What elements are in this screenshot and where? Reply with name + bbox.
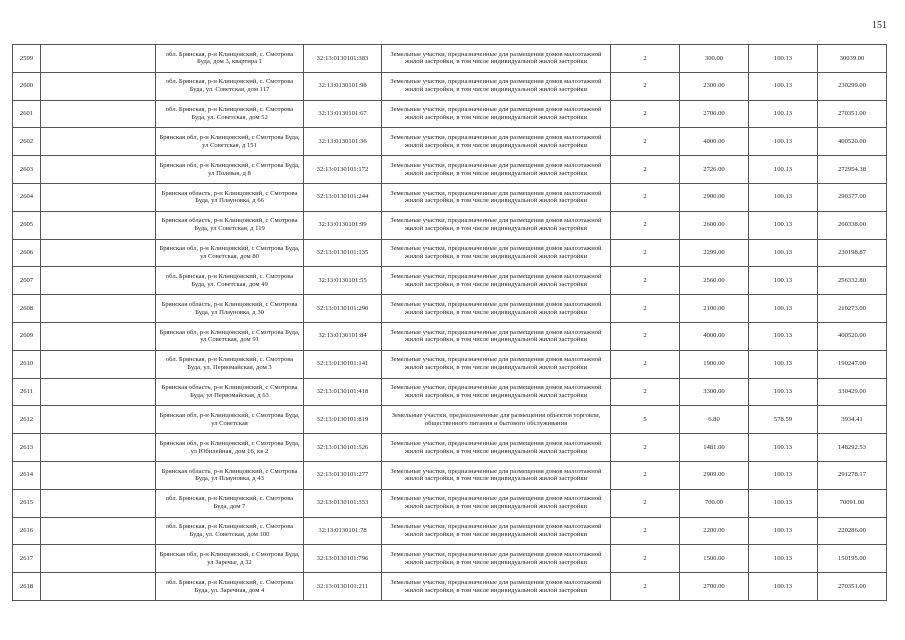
table-row xyxy=(13,434,887,462)
cell-cadastral-number: 32:13:0130101:290 xyxy=(304,295,382,323)
cell-rate: 100.13 xyxy=(749,267,818,295)
table-row xyxy=(13,350,887,378)
cell-cadastral-value: 210273.00 xyxy=(818,295,887,323)
cell-row-number: 2606 xyxy=(13,239,41,267)
cell-cadastral-number: 32:13:0130101:78 xyxy=(304,517,382,545)
cell-land-use: Земельные участки, предназначенные для размещения домов малоэтажной жилой застройки, в том числе индивидуальной жилой застройки xyxy=(382,156,611,184)
cell-address: обл. Брянская, р-н Клинцовский, с. Смотрова Буда, ул. Первомайская, дом 3 xyxy=(156,350,304,378)
cell-land-use: Земельные участки, предназначенные для размещения домов малоэтажной жилой застройки, в том числе индивидуальной жилой застройки xyxy=(382,434,611,462)
table-row xyxy=(13,45,887,73)
cell-cadastral-value: 291278.17 xyxy=(818,461,887,489)
cell-spacer xyxy=(41,322,156,350)
cell-cadastral-number: 32:13:0130101:383 xyxy=(304,45,382,73)
cell-spacer xyxy=(41,211,156,239)
cell-group: 2 xyxy=(611,100,680,128)
cell-area: 2726.00 xyxy=(680,156,749,184)
cell-cadastral-number: 32:13:0130101:135 xyxy=(304,239,382,267)
cell-rate: 100.13 xyxy=(749,350,818,378)
cell-rate: 100.13 xyxy=(749,517,818,545)
cell-address: Брянская обл, р-н Клинцовский, с Смотрова Буда, ул Советская, д 151 xyxy=(156,128,304,156)
cell-address: Брянская область, р-н Клинцовский, с Смотрова Буда, ул Плауновка, д 43 xyxy=(156,461,304,489)
cell-address: Брянская обл, р-н Клинцовский, с Смотрова Буда, ул Заречье, д 32 xyxy=(156,545,304,573)
cell-area: 3300.00 xyxy=(680,378,749,406)
cell-land-use: Земельные участки, предназначенные для размещения домов малоэтажной жилой застройки, в том числе индивидуальной жилой застройки xyxy=(382,183,611,211)
cell-rate: 100.13 xyxy=(749,239,818,267)
cell-area: 2700.00 xyxy=(680,573,749,601)
cell-row-number: 2600 xyxy=(13,72,41,100)
cell-cadastral-value: 220286.00 xyxy=(818,517,887,545)
cell-cadastral-value: 30039.00 xyxy=(818,45,887,73)
table-body xyxy=(13,45,887,601)
table-row xyxy=(13,156,887,184)
cell-row-number: 2614 xyxy=(13,461,41,489)
cell-spacer xyxy=(41,350,156,378)
cell-land-use: Земельные участки, предназначенные для размещения домов малоэтажной жилой застройки, в том числе индивидуальной жилой застройки xyxy=(382,350,611,378)
table-row xyxy=(13,322,887,350)
cell-cadastral-value: 70091.00 xyxy=(818,489,887,517)
cell-area: 2300.00 xyxy=(680,72,749,100)
cell-group: 2 xyxy=(611,489,680,517)
cell-rate: 100.13 xyxy=(749,45,818,73)
cell-area: 300.00 xyxy=(680,45,749,73)
cell-spacer xyxy=(41,267,156,295)
cell-row-number: 2599 xyxy=(13,45,41,73)
cell-group: 2 xyxy=(611,239,680,267)
cell-address: обл. Брянская, р-н Клинцовский, с. Смотрова Буда, ул. Советская, дом 100 xyxy=(156,517,304,545)
table-row xyxy=(13,239,887,267)
table-row xyxy=(13,211,887,239)
cell-row-number: 2603 xyxy=(13,156,41,184)
cell-group: 2 xyxy=(611,378,680,406)
cell-area: 700.00 xyxy=(680,489,749,517)
cell-spacer xyxy=(41,45,156,73)
cell-rate: 100.13 xyxy=(749,183,818,211)
cell-row-number: 2607 xyxy=(13,267,41,295)
cell-cadastral-value: 230299.00 xyxy=(818,72,887,100)
cell-group: 2 xyxy=(611,128,680,156)
table-row xyxy=(13,128,887,156)
table-row xyxy=(13,489,887,517)
page-number: 151 xyxy=(872,20,887,31)
cell-spacer xyxy=(41,128,156,156)
cell-cadastral-number: 32:13:0130101:98 xyxy=(304,72,382,100)
cell-rate: 100.13 xyxy=(749,489,818,517)
cell-spacer xyxy=(41,72,156,100)
table-row xyxy=(13,461,887,489)
cell-cadastral-value: 256332.80 xyxy=(818,267,887,295)
cell-address: обл. Брянская, р-н Клинцовский, с. Смотрова Буда, ул. Заречная, дом 4 xyxy=(156,573,304,601)
cell-land-use: Земельные участки, предназначенные для размещения домов малоэтажной жилой застройки, в том числе индивидуальной жилой застройки xyxy=(382,573,611,601)
cell-spacer xyxy=(41,183,156,211)
cell-address: Брянская обл, р-н Клинцовский, с Смотрова Буда, ул Полевая, д 8 xyxy=(156,156,304,184)
cell-address: Брянская область, р-н Клинцовский, с Смотрова Буда, ул Советская, д 119 xyxy=(156,211,304,239)
cell-cadastral-value: 270351.00 xyxy=(818,573,887,601)
cell-spacer xyxy=(41,461,156,489)
cell-cadastral-number: 32:13:0130101:418 xyxy=(304,378,382,406)
cell-land-use: Земельные участки, предназначенные для размещения объектов торговли, общественного питания и бытового обслуживания xyxy=(382,406,611,434)
cell-cadastral-value: 150195.00 xyxy=(818,545,887,573)
cell-row-number: 2601 xyxy=(13,100,41,128)
cell-cadastral-number: 32:13:0130101:84 xyxy=(304,322,382,350)
cell-spacer xyxy=(41,100,156,128)
cell-cadastral-number: 32:13:0130101:819 xyxy=(304,406,382,434)
cell-group: 2 xyxy=(611,211,680,239)
cell-row-number: 2617 xyxy=(13,545,41,573)
cell-address: обл. Брянская, р-н Клинцовский, с. Смотрова Буда, дом 3, квартира 1 xyxy=(156,45,304,73)
cell-group: 2 xyxy=(611,295,680,323)
cell-rate: 100.13 xyxy=(749,156,818,184)
cell-cadastral-number: 32:13:0130101:277 xyxy=(304,461,382,489)
table-row xyxy=(13,573,887,601)
cell-land-use: Земельные участки, предназначенные для размещения домов малоэтажной жилой застройки, в том числе индивидуальной жилой застройки xyxy=(382,322,611,350)
cell-cadastral-value: 330429.00 xyxy=(818,378,887,406)
cell-land-use: Земельные участки, предназначенные для размещения домов малоэтажной жилой застройки, в том числе индивидуальной жилой застройки xyxy=(382,517,611,545)
cell-rate: 100.13 xyxy=(749,378,818,406)
table-row xyxy=(13,406,887,434)
cell-area: 2600.00 xyxy=(680,211,749,239)
cell-rate: 100.13 xyxy=(749,72,818,100)
cell-cadastral-number: 32:13:0130101:244 xyxy=(304,183,382,211)
cell-row-number: 2604 xyxy=(13,183,41,211)
cell-row-number: 2615 xyxy=(13,489,41,517)
cell-group: 2 xyxy=(611,573,680,601)
cell-area: 2700.00 xyxy=(680,100,749,128)
cell-cadastral-number: 32:13:0130101:99 xyxy=(304,211,382,239)
table-row xyxy=(13,267,887,295)
cadastral-register-table xyxy=(12,44,887,601)
cell-cadastral-value: 270351.00 xyxy=(818,100,887,128)
cell-row-number: 2609 xyxy=(13,322,41,350)
cell-cadastral-value: 400520.00 xyxy=(818,128,887,156)
cell-address: обл. Брянская, р-н Клинцовский, с. Смотрова Буда, ул. Советская, дом 52 xyxy=(156,100,304,128)
cell-cadastral-value: 230198.87 xyxy=(818,239,887,267)
cell-rate: 100.13 xyxy=(749,295,818,323)
cell-group: 2 xyxy=(611,322,680,350)
cell-spacer xyxy=(41,156,156,184)
cell-row-number: 2605 xyxy=(13,211,41,239)
cell-cadastral-value: 272954.38 xyxy=(818,156,887,184)
cell-rate: 100.13 xyxy=(749,211,818,239)
cell-area: 2299.00 xyxy=(680,239,749,267)
table-row xyxy=(13,100,887,128)
cell-group: 2 xyxy=(611,156,680,184)
cell-land-use: Земельные участки, предназначенные для размещения домов малоэтажной жилой застройки, в том числе индивидуальной жилой застройки xyxy=(382,128,611,156)
cell-area: 2900.00 xyxy=(680,183,749,211)
cell-address: обл. Брянская, р-н Клинцовский, с. Смотрова Буда, ул. Советская, дом 49 xyxy=(156,267,304,295)
cell-cadastral-number: 32:13:0130101:36 xyxy=(304,128,382,156)
cell-land-use: Земельные участки, предназначенные для размещения домов малоэтажной жилой застройки, в том числе индивидуальной жилой застройки xyxy=(382,239,611,267)
cell-cadastral-number: 32:13:0130101:55 xyxy=(304,267,382,295)
cell-rate: 100.13 xyxy=(749,128,818,156)
cell-group: 2 xyxy=(611,461,680,489)
cell-group: 2 xyxy=(611,267,680,295)
cell-area: 1481.00 xyxy=(680,434,749,462)
cell-cadastral-value: 3934.41 xyxy=(818,406,887,434)
cell-spacer xyxy=(41,378,156,406)
cell-land-use: Земельные участки, предназначенные для размещения домов малоэтажной жилой застройки, в том числе индивидуальной жилой застройки xyxy=(382,378,611,406)
cell-land-use: Земельные участки, предназначенные для размещения домов малоэтажной жилой застройки, в том числе индивидуальной жилой застройки xyxy=(382,45,611,73)
cell-group: 2 xyxy=(611,45,680,73)
cell-cadastral-number: 32:13:0130101:526 xyxy=(304,434,382,462)
cell-group: 2 xyxy=(611,183,680,211)
cell-cadastral-number: 32:13:0130101:796 xyxy=(304,545,382,573)
cell-rate: 578.59 xyxy=(749,406,818,434)
cell-land-use: Земельные участки, предназначенные для размещения домов малоэтажной жилой застройки, в том числе индивидуальной жилой застройки xyxy=(382,100,611,128)
cell-row-number: 2618 xyxy=(13,573,41,601)
cell-cadastral-number: 32:13:0130101:172 xyxy=(304,156,382,184)
cell-spacer xyxy=(41,517,156,545)
table-row xyxy=(13,378,887,406)
cell-area: 6.80 xyxy=(680,406,749,434)
cell-address: Брянская обл, р-н Клинцовский, с Смотрова Буда, ул Советская, дом 91 xyxy=(156,322,304,350)
table-row xyxy=(13,72,887,100)
cell-land-use: Земельные участки, предназначенные для размещения домов малоэтажной жилой застройки, в том числе индивидуальной жилой застройки xyxy=(382,461,611,489)
cell-rate: 100.13 xyxy=(749,461,818,489)
cell-address: Брянская область, р-н Клинцовский, с Смотрова Буда, ул Плауновка, д 30 xyxy=(156,295,304,323)
cell-row-number: 2613 xyxy=(13,434,41,462)
cell-row-number: 2602 xyxy=(13,128,41,156)
cell-row-number: 2608 xyxy=(13,295,41,323)
cell-rate: 100.13 xyxy=(749,434,818,462)
cell-area: 4000.00 xyxy=(680,322,749,350)
cell-group: 2 xyxy=(611,350,680,378)
cell-cadastral-number: 32:13:0130101:67 xyxy=(304,100,382,128)
cell-land-use: Земельные участки, предназначенные для размещения домов малоэтажной жилой застройки, в том числе индивидуальной жилой застройки xyxy=(382,267,611,295)
cell-address: обл. Брянская, р-н Клинцовский, с. Смотрова Буда, ул. Советская, дом 117 xyxy=(156,72,304,100)
cell-cadastral-number: 32:13:0130101:353 xyxy=(304,489,382,517)
cell-address: Брянская область, р-н Клинцовский, с Смотрова Буда, ул Первомайская, д 63 xyxy=(156,378,304,406)
cell-rate: 100.13 xyxy=(749,322,818,350)
cell-group: 5 xyxy=(611,406,680,434)
cell-cadastral-number: 32:13:0130101:141 xyxy=(304,350,382,378)
cell-spacer xyxy=(41,406,156,434)
cell-land-use: Земельные участки, предназначенные для размещения домов малоэтажной жилой застройки, в том числе индивидуальной жилой застройки xyxy=(382,295,611,323)
cell-land-use: Земельные участки, предназначенные для размещения домов малоэтажной жилой застройки, в том числе индивидуальной жилой застройки xyxy=(382,211,611,239)
cell-area: 1500.00 xyxy=(680,545,749,573)
cell-group: 2 xyxy=(611,545,680,573)
cell-land-use: Земельные участки, предназначенные для размещения домов малоэтажной жилой застройки, в том числе индивидуальной жилой застройки xyxy=(382,545,611,573)
cell-land-use: Земельные участки, предназначенные для размещения домов малоэтажной жилой застройки, в том числе индивидуальной жилой застройки xyxy=(382,72,611,100)
cell-address: обл. Брянская, р-н Клинцовский, с. Смотрова Буда, дом 7 xyxy=(156,489,304,517)
cell-address: Брянская обл, р-н Клинцовский, с Смотрова Буда, ул Юбилейная, дом 16, кв 2 xyxy=(156,434,304,462)
table-row xyxy=(13,545,887,573)
cell-spacer xyxy=(41,239,156,267)
cell-spacer xyxy=(41,573,156,601)
cell-cadastral-value: 148292.53 xyxy=(818,434,887,462)
cell-address: Брянская обл, р-н Клинцовский, с Смотрова Буда, ул Советская xyxy=(156,406,304,434)
cell-group: 2 xyxy=(611,434,680,462)
table-row xyxy=(13,183,887,211)
table-row xyxy=(13,295,887,323)
cell-spacer xyxy=(41,545,156,573)
cell-row-number: 2616 xyxy=(13,517,41,545)
cell-cadastral-number: 32:13:0130101:211 xyxy=(304,573,382,601)
cell-rate: 100.13 xyxy=(749,545,818,573)
table-row xyxy=(13,517,887,545)
cell-area: 2560.00 xyxy=(680,267,749,295)
cell-address: Брянская обл, р-н Клинцовский, с Смотрова Буда, ул Советская, дом 80 xyxy=(156,239,304,267)
cell-area: 1900.00 xyxy=(680,350,749,378)
cell-area: 4000.00 xyxy=(680,128,749,156)
cell-area: 2100.00 xyxy=(680,295,749,323)
cell-spacer xyxy=(41,434,156,462)
cell-address: Брянская область, р-н Клинцовский, с Смотрова Буда, ул Плауновка, д 66 xyxy=(156,183,304,211)
cell-rate: 100.13 xyxy=(749,573,818,601)
cell-cadastral-value: 290377.00 xyxy=(818,183,887,211)
cell-group: 2 xyxy=(611,72,680,100)
cell-land-use: Земельные участки, предназначенные для размещения домов малоэтажной жилой застройки, в том числе индивидуальной жилой застройки xyxy=(382,489,611,517)
cell-cadastral-value: 190247.00 xyxy=(818,350,887,378)
cell-cadastral-value: 260338.00 xyxy=(818,211,887,239)
cell-row-number: 2611 xyxy=(13,378,41,406)
cell-row-number: 2612 xyxy=(13,406,41,434)
cell-spacer xyxy=(41,295,156,323)
cell-row-number: 2610 xyxy=(13,350,41,378)
cell-cadastral-value: 400520.00 xyxy=(818,322,887,350)
cell-group: 2 xyxy=(611,517,680,545)
cell-spacer xyxy=(41,489,156,517)
cell-area: 2909.00 xyxy=(680,461,749,489)
cell-rate: 100.13 xyxy=(749,100,818,128)
cell-area: 2200.00 xyxy=(680,517,749,545)
